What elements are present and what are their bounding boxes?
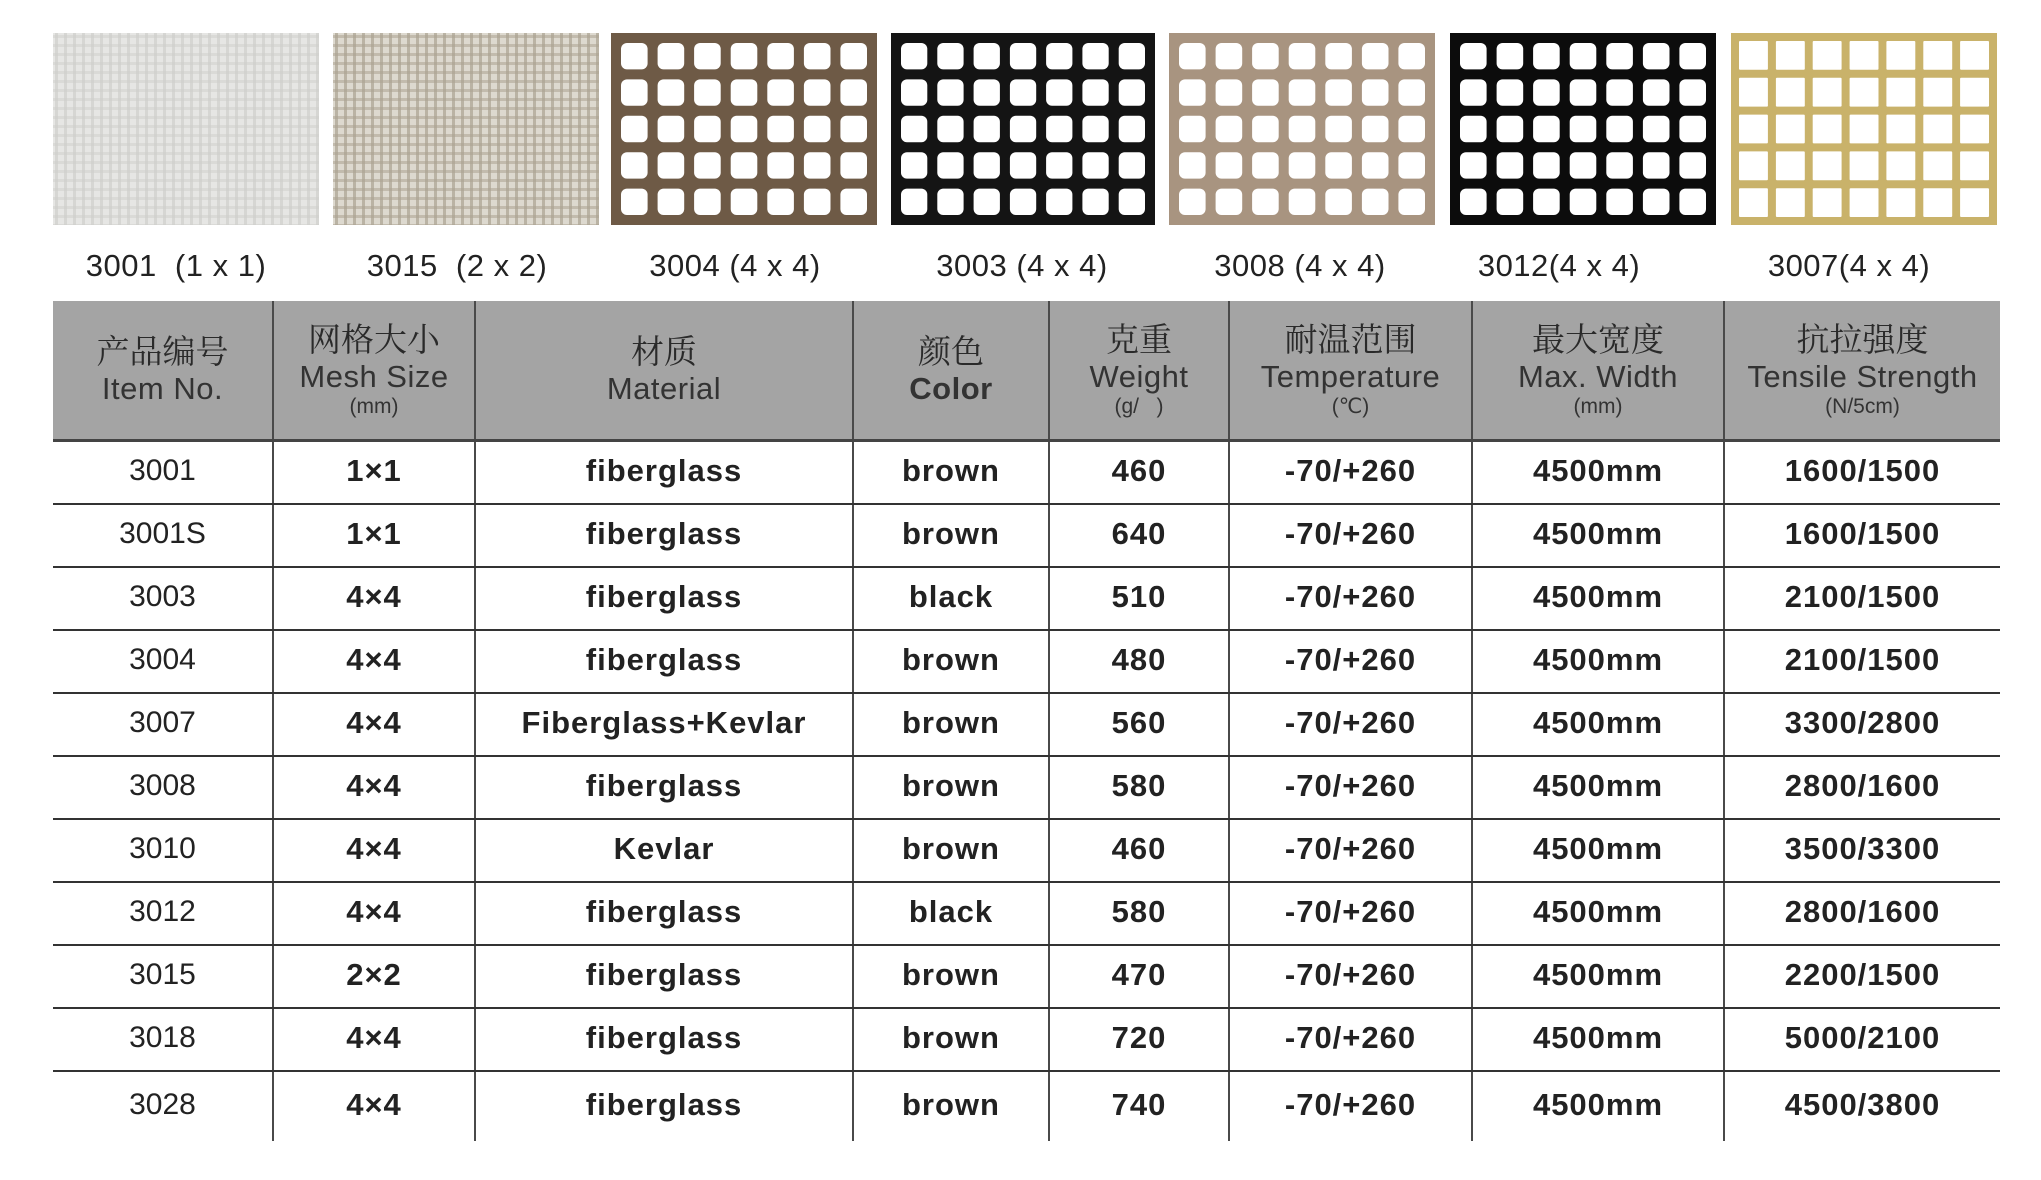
cell-temperature: -70/+260 [1229, 504, 1472, 567]
cell-weight: 580 [1049, 756, 1229, 819]
header-unit: (mm) [349, 395, 399, 418]
cell-mesh-size: 4×4 [273, 882, 475, 945]
cell-item-no: 3004 [53, 630, 273, 693]
header-cn: 抗拉强度 [1796, 321, 1929, 358]
mesh-texture-image [1169, 33, 1435, 225]
cell-item-no: 3007 [53, 693, 273, 756]
cell-item-no: 3001 [53, 441, 273, 505]
cell-tensile-strength: 2800/1600 [1724, 756, 2000, 819]
header-cn: 网格大小 [308, 321, 440, 358]
cell-weight: 460 [1049, 441, 1229, 505]
header-unit: (N/5cm) [1825, 395, 1900, 418]
header-cn: 材质 [631, 333, 697, 370]
mesh-texture-image [333, 33, 599, 225]
cell-max-width: 4500mm [1472, 693, 1724, 756]
cell-material: fiberglass [475, 630, 853, 693]
cell-material: fiberglass [475, 504, 853, 567]
cell-mesh-size: 4×4 [273, 819, 475, 882]
table-row [53, 504, 2000, 567]
header-en: Weight [1089, 359, 1189, 394]
table-row [53, 630, 2000, 693]
cell-mesh-size: 4×4 [273, 756, 475, 819]
header-unit: (g/ ) [1114, 395, 1164, 418]
cell-temperature: -70/+260 [1229, 693, 1472, 756]
swatch-label-3003: 3003 (4 x 4) [936, 248, 1108, 283]
cell-material: fiberglass [475, 756, 853, 819]
mesh-texture-image [53, 33, 319, 225]
header-cn: 最大宽度 [1532, 321, 1664, 358]
header-cn: 克重 [1106, 321, 1172, 358]
header-cn: 颜色 [918, 333, 984, 370]
mesh-swatch-3003 [891, 33, 1155, 225]
header-color [853, 301, 1049, 441]
cell-weight: 580 [1049, 882, 1229, 945]
cell-color: brown [853, 945, 1049, 1008]
cell-color: brown [853, 1008, 1049, 1071]
header-weight [1049, 301, 1229, 441]
mesh-swatch-3004 [611, 33, 877, 225]
cell-tensile-strength: 3500/3300 [1724, 819, 2000, 882]
cell-weight: 720 [1049, 1008, 1229, 1071]
header-max-width [1472, 301, 1724, 441]
cell-tensile-strength: 1600/1500 [1724, 504, 2000, 567]
cell-weight: 740 [1049, 1071, 1229, 1141]
cell-max-width: 4500mm [1472, 1008, 1724, 1071]
cell-max-width: 4500mm [1472, 567, 1724, 630]
cell-temperature: -70/+260 [1229, 882, 1472, 945]
table-row [53, 441, 2000, 505]
cell-temperature: -70/+260 [1229, 756, 1472, 819]
cell-temperature: -70/+260 [1229, 630, 1472, 693]
cell-item-no: 3012 [53, 882, 273, 945]
mesh-texture-image [611, 33, 877, 225]
cell-temperature: -70/+260 [1229, 1008, 1472, 1071]
cell-item-no: 3018 [53, 1008, 273, 1071]
header-unit: (mm) [1573, 395, 1623, 418]
swatch-label-3015: 3015 (2 x 2) [366, 248, 548, 283]
swatch-label-3001: 3001 (1 x 1) [85, 248, 267, 283]
header-tensile-strength [1724, 301, 2000, 441]
table-row [53, 819, 2000, 882]
cell-tensile-strength: 5000/2100 [1724, 1008, 2000, 1071]
mesh-swatch-3008 [1169, 33, 1435, 225]
cell-item-no: 3015 [53, 945, 273, 1008]
swatch-label-3012: 3012(4 x 4) [1477, 248, 1641, 283]
cell-tensile-strength: 2800/1600 [1724, 882, 2000, 945]
cell-tensile-strength: 1600/1500 [1724, 441, 2000, 505]
cell-max-width: 4500mm [1472, 630, 1724, 693]
cell-item-no: 3028 [129, 1088, 196, 1121]
cell-material: fiberglass [475, 441, 853, 505]
cell-mesh-size: 4×4 [273, 1071, 475, 1141]
cell-mesh-size: 1×1 [273, 504, 475, 567]
swatch-label-3007: 3007(4 x 4) [1767, 248, 1931, 283]
cell-mesh-size: 2×2 [273, 945, 475, 1008]
cell-tensile-strength: 2200/1500 [1724, 945, 2000, 1008]
cell-max-width: 4500mm [1472, 504, 1724, 567]
cell-material: fiberglass [475, 567, 853, 630]
cell-item-no: 3010 [53, 819, 273, 882]
header-en: Color [909, 371, 993, 406]
cell-item-no: 3003 [53, 567, 273, 630]
cell-weight: 510 [1049, 567, 1229, 630]
mesh-texture-image [1450, 33, 1716, 225]
table-row [53, 567, 2000, 630]
cell-color: brown [853, 504, 1049, 567]
cell-material: Fiberglass+Kevlar [475, 693, 853, 756]
cell-weight: 460 [1049, 819, 1229, 882]
cell-color: black [853, 567, 1049, 630]
cell-max-width: 4500mm [1472, 441, 1724, 505]
header-en: Item No. [101, 371, 224, 406]
cell-mesh-size: 4×4 [273, 693, 475, 756]
header-material [475, 301, 853, 441]
cell-mesh-size: 4×4 [273, 630, 475, 693]
cell-weight: 470 [1049, 945, 1229, 1008]
cell-color: brown [853, 1071, 1049, 1141]
header-mesh-size [273, 301, 475, 441]
cell-material: fiberglass [475, 1008, 853, 1071]
cell-weight: 480 [1049, 630, 1229, 693]
header-unit: (℃) [1331, 395, 1370, 418]
header-en: Tensile Strength [1747, 359, 1978, 394]
table-row [53, 756, 2000, 819]
header-cn: 产品编号 [96, 333, 229, 370]
table-row [53, 882, 2000, 945]
cell-material: fiberglass [475, 1071, 853, 1141]
cell-temperature: -70/+260 [1229, 945, 1472, 1008]
cell-temperature: -70/+260 [1229, 441, 1472, 505]
header-en: Mesh Size [299, 359, 449, 394]
mesh-texture-image [1731, 33, 1997, 225]
cell-item-no: 3008 [53, 756, 273, 819]
cell-color: brown [853, 756, 1049, 819]
spec-table [53, 301, 2000, 1141]
cell-color: black [853, 882, 1049, 945]
mesh-swatch-3012 [1450, 33, 1716, 225]
cell-tensile-strength: 4500/3800 [1724, 1071, 2000, 1141]
header-en: Material [606, 371, 722, 406]
cell-color: brown [853, 693, 1049, 756]
table-header-row [53, 301, 2000, 441]
cell-mesh-size: 4×4 [273, 567, 475, 630]
table-row [53, 1008, 2000, 1071]
cell-tensile-strength: 2100/1500 [1724, 630, 2000, 693]
header-item-no [53, 301, 273, 441]
header-en: Temperature [1260, 359, 1441, 394]
header-en: Max. Width [1517, 359, 1679, 394]
cell-material: Kevlar [475, 819, 853, 882]
cell-weight: 560 [1049, 693, 1229, 756]
cell-max-width: 4500mm [1472, 1071, 1724, 1141]
cell-temperature: -70/+260 [1229, 819, 1472, 882]
cell-tensile-strength: 3300/2800 [1724, 693, 2000, 756]
cell-max-width: 4500mm [1472, 945, 1724, 1008]
cell-temperature: -70/+260 [1229, 1071, 1472, 1141]
cell-material: fiberglass [475, 882, 853, 945]
mesh-swatch-3001 [53, 33, 319, 225]
header-cn: 耐温范围 [1284, 321, 1417, 358]
cell-max-width: 4500mm [1472, 819, 1724, 882]
header-temperature [1229, 301, 1472, 441]
cell-color: brown [853, 630, 1049, 693]
cell-material: fiberglass [475, 945, 853, 1008]
cell-max-width: 4500mm [1472, 756, 1724, 819]
table-row [53, 1071, 2000, 1141]
cell-temperature: -70/+260 [1229, 567, 1472, 630]
table-row [53, 945, 2000, 1008]
swatch-label-3008: 3008 (4 x 4) [1214, 248, 1386, 283]
table-row [53, 693, 2000, 756]
cell-color: brown [853, 819, 1049, 882]
cell-mesh-size: 4×4 [273, 1008, 475, 1071]
swatch-label-3004: 3004 (4 x 4) [649, 248, 821, 283]
cell-tensile-strength: 2100/1500 [1724, 567, 2000, 630]
mesh-texture-image [891, 33, 1155, 225]
cell-weight: 640 [1049, 504, 1229, 567]
cell-item-no: 3001S [53, 504, 273, 567]
cell-max-width: 4500mm [1472, 882, 1724, 945]
cell-mesh-size: 1×1 [273, 441, 475, 505]
mesh-swatch-3015 [333, 33, 599, 225]
mesh-swatch-3007 [1731, 33, 1997, 225]
cell-color: brown [853, 441, 1049, 505]
